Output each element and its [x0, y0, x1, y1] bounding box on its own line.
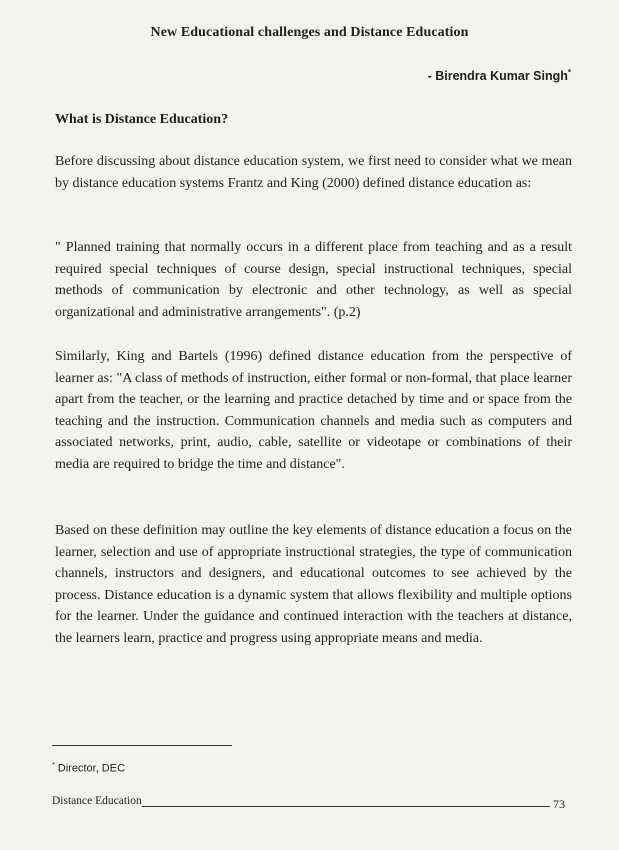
- footnote-text: Director, DEC: [57, 762, 126, 775]
- paragraph-king-bartels: Similarly, King and Bartels (1996) defined distance education from the perspective of learner as: "A class of methods of instruction, either formal or non-formal, that place learner apart from the teacher, or the learning and practice detached by time and or space from the teaching and the instruction. Communication channels and media such as computers and associated networks, print, audio, cable, satellite or videotape or combinations of their media are required to bridge the time and distance".: [55, 349, 572, 472]
- author-line: [428, 68, 571, 83]
- author-name: - Birendra Kumar Singh: [427, 69, 568, 84]
- article-title: New Educational challenges and Distance Education: [150, 25, 469, 40]
- footnote: [52, 762, 125, 775]
- author-footnote-mark: *: [567, 68, 571, 77]
- section-heading: What is Distance Education?: [55, 112, 229, 127]
- paragraph-intro: Before discussing about distance education system, we first need to consider what we mean by distance education systems Frantz and King (2000) defined distance education as:: [55, 154, 572, 191]
- paragraph-key-elements: Based on these definition may outline the key elements of distance education a focus on the learner, selection and use of appropriate instructional strategies, the type of communication channels, instructors and designers, and educational outcomes to see achieved by the process. Distance education is a dynamic system that allows flexibility and multiple options for the learner. Under the guidance and continued interaction with the teachers at distance, the learners learn, practice and progress using appropriate means and media.: [55, 523, 572, 646]
- footnote-divider: [52, 745, 232, 746]
- footer-divider: [142, 806, 550, 807]
- paragraph-quote-frantz-king: " Planned training that normally occurs in a different place from teaching and as a result required special techniques of course design, special instructional techniques, special methods of communication by electronic and other technology, as well as special organizational and administrative arrangements". (p.2): [55, 240, 572, 320]
- page-number: 73: [553, 797, 565, 811]
- footnote-mark: *: [52, 762, 55, 769]
- footer-journal-label: Distance Education: [52, 795, 142, 807]
